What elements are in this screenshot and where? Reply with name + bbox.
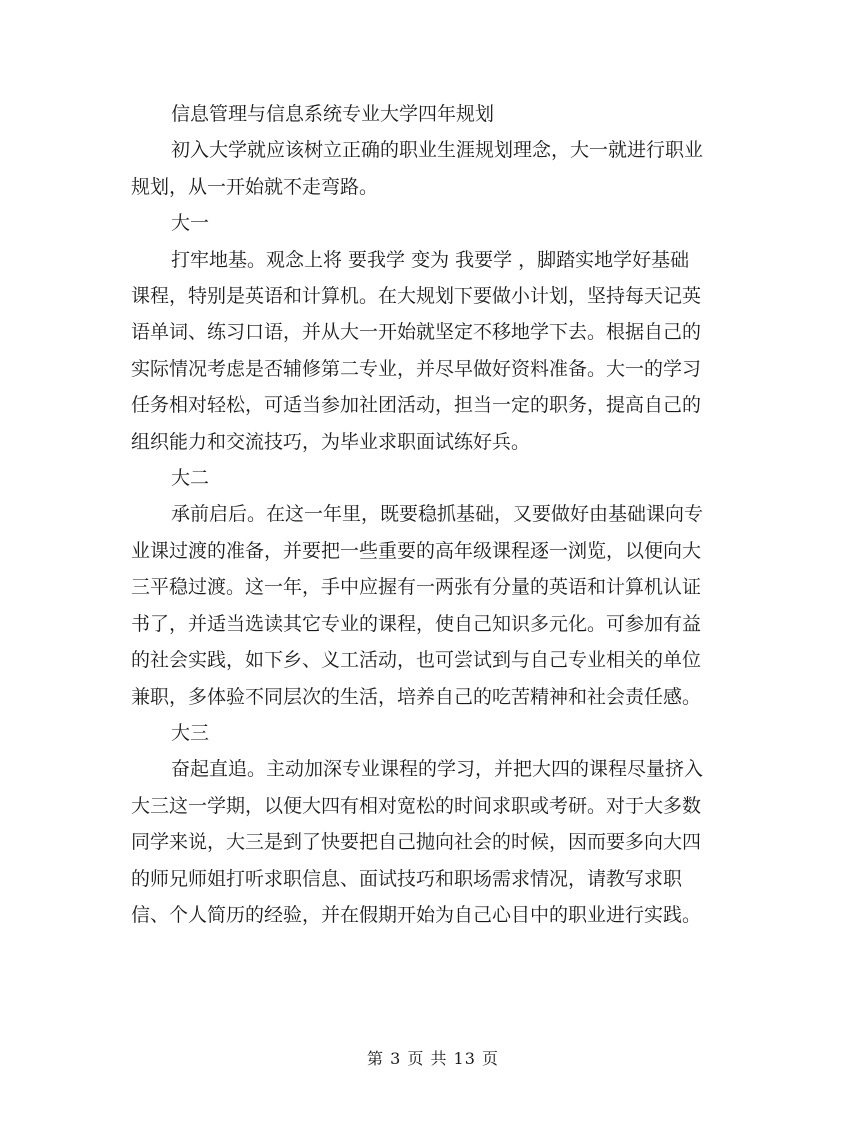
paragraph-line: 课程，特别是英语和计算机。在大规划下要做小计划，坚持每天记英 — [131, 285, 702, 308]
paragraph-line: 业课过渡的准备，并要把一些重要的高年级课程逐一浏览，以便向大 — [131, 539, 702, 562]
paragraph-line: 打牢地基。观念上将 要我学 变为 我要学 ，脚踏实地学好基础 — [171, 248, 690, 271]
paragraph-line: 书了，并适当选读其它专业的课程，使自己知识多元化。可参加有益 — [131, 612, 702, 635]
paragraph-line: 实际情况考虑是否辅修第二专业，并尽早做好资料准备。大一的学习 — [131, 357, 702, 380]
paragraph-line: 组织能力和交流技巧，为毕业求职面试练好兵。 — [131, 430, 531, 453]
paragraph-line: 奋起直追。主动加深专业课程的学习，并把大四的课程尽量挤入 — [171, 758, 704, 781]
paragraph-line: 信、个人简历的经验，并在假期开始为自己心目中的职业进行实践。 — [131, 903, 702, 926]
paragraph-line: 兼职，多体验不同层次的生活，培养自己的吃苦精神和社会责任感。 — [131, 685, 702, 708]
section-heading-year-2: 大二 — [171, 467, 210, 490]
section-heading-year-1: 大一 — [171, 212, 210, 235]
paragraph-line: 语单词、练习口语，并从大一开始就坚定不移地学下去。根据自己的 — [131, 321, 702, 344]
paragraph-line: 初入大学就应该树立正确的职业生涯规划理念，大一就进行职业 — [171, 139, 704, 162]
document-title: 信息管理与信息系统专业大学四年规划 — [171, 103, 495, 125]
page-number-footer: 第 3 页 共 13 页 — [367, 1049, 499, 1068]
section-paragraph-year-2 — [131, 496, 731, 714]
intro-paragraph — [131, 132, 731, 205]
paragraph-line: 的师兄师姐打听求职信息、面试技巧和职场需求情况，请教写求职 — [131, 867, 683, 890]
section-heading-year-3: 大三 — [171, 721, 210, 744]
paragraph-line: 大三这一学期，以便大四有相对宽松的时间求职或考研。对于大多数 — [131, 794, 702, 817]
paragraph-line: 规划，从一开始就不走弯路。 — [131, 175, 379, 198]
paragraph-line: 同学来说，大三是到了快要把自己抛向社会的时候，因而要多向大四 — [131, 831, 702, 854]
paragraph-line: 承前启后。在这一年里，既要稳抓基础，又要做好由基础课向专 — [171, 503, 704, 526]
paragraph-line: 任务相对轻松，可适当参加社团活动，担当一定的职务，提高自己的 — [131, 394, 702, 417]
section-paragraph-year-3 — [131, 751, 731, 933]
section-paragraph-year-1 — [131, 242, 731, 460]
document-body — [131, 96, 731, 933]
paragraph-line: 三平稳过渡。这一年，手中应握有一两张有分量的英语和计算机认证 — [131, 576, 702, 599]
paragraph-line: 的社会实践，如下乡、义工活动，也可尝试到与自己专业相关的单位 — [131, 649, 702, 672]
